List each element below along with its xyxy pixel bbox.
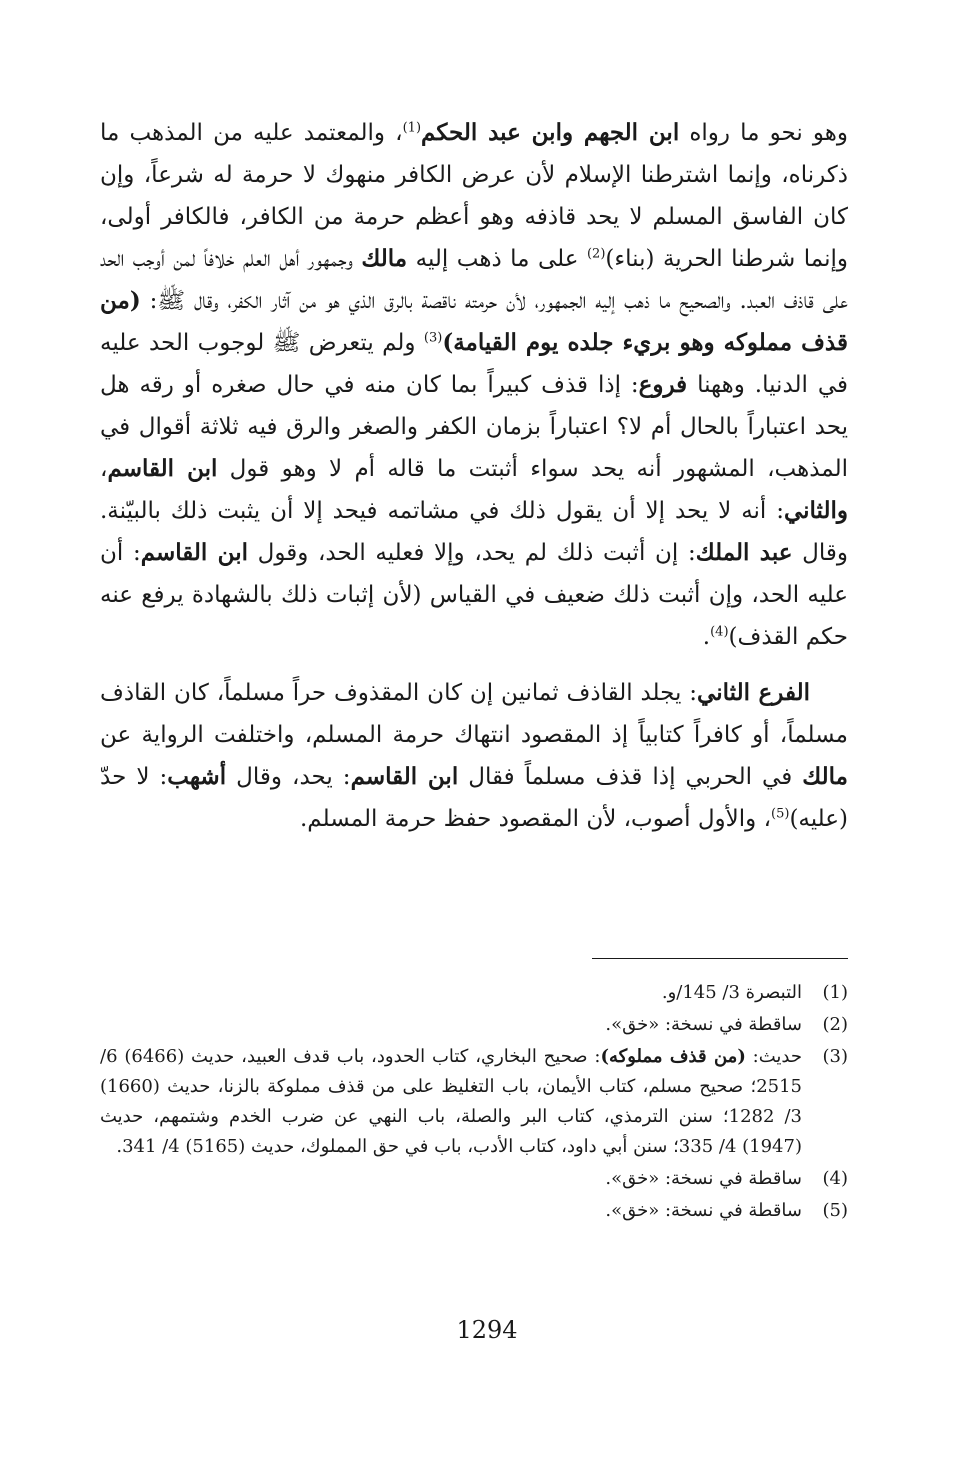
text-run: : يجلد القاذف ثمانين إن كان المقذوف حراً مسلماً، كان القاذف مسلماً، أو كافراً كتابياً إذ المقصود انتهاك حرمة المسلم، واختلفت الرواية عن: [100, 680, 848, 748]
bold-name: ابن الجهم وابن عبد الحكم: [421, 119, 680, 146]
footnote-hadith: (من قذف مملوكه): [600, 1046, 746, 1067]
text-run: : أنه لا يحد إلا أن يقول ذلك في مشاتمه فيحد إلا أن يثبت ذلك بالبيّنة. وقال: [100, 498, 848, 566]
text-run: في الحربي إذا قذف مسلماً فقال: [458, 764, 803, 790]
footnote-ref-1[interactable]: (1): [402, 120, 422, 136]
text-run: : لا حدّ (عليه): [100, 764, 848, 832]
text-run: وهو نحو ما رواه: [679, 120, 848, 146]
text-run: .: [702, 624, 711, 650]
text-run: وجمهور أهل العلم خلافاً لمن أوجب الحد على قاذف العبد. والصحيح ما ذهب إليه الجمهور، لأن حرمته ناقصة بالرق الذي هو من آثار الكفر، وقال ﷺ:: [100, 246, 848, 314]
text-run: ، والأول أصوب، لأن المقصود حفظ حرمة المسلم.: [299, 806, 771, 832]
bold-term: الفرع الثاني: [697, 679, 810, 706]
footnote-5: [100, 1196, 848, 1226]
bold-term: فروع: [638, 371, 688, 398]
paragraph-1: [100, 112, 848, 658]
bold-name: ابن القاسم: [107, 455, 218, 482]
footnote-ref-4[interactable]: (4): [710, 624, 729, 640]
bold-name: ابن القاسم: [140, 539, 248, 566]
footnotes: [100, 978, 848, 1228]
footnote-text: ساقطة في نسخة: «خق».: [605, 1200, 802, 1221]
footnote-text: : صحيح البخاري، كتاب الحدود، باب قدف العبيد، حديث (6466) 6/ 2515؛ صحيح مسلم، كتاب الأيمان، باب التغليظ على من قذف مملوكة بالزنا، حديث (1660) 3/ 1282؛ سنن الترمذي، كتاب البر والصلة، باب النهي عن ضرب الخدم وشتمهم، حديث (1947) 4/ 335؛ سنن أبي داود، كتاب الأدب، باب في حق المملوك، حديث (5165) 4/ 341.: [100, 1046, 802, 1157]
page-number: 1294: [456, 1316, 518, 1344]
footnote-number: (4): [822, 1168, 848, 1189]
footnote-1: [100, 978, 848, 1008]
footnote-divider: [592, 958, 848, 959]
footnote-number: (1): [822, 982, 848, 1003]
text-run: : أن عليه الحد، وإن أثبت ذلك ضعيف في القياس (لأن إثبات ذلك بالشهادة يرفع عنه حكم القذف): [100, 540, 848, 650]
page-content: [100, 112, 848, 1221]
footnote-text: التبصرة 3/ 145/و.: [661, 982, 802, 1003]
footnote-text: ساقطة في نسخة: «خق».: [605, 1014, 802, 1035]
bold-name: أشهب: [167, 763, 227, 790]
footnote-number: (2): [822, 1014, 848, 1035]
bold-name: مالك: [361, 245, 408, 272]
text-run: ولم يتعرض ﷺ لوجوب الحد عليه في الدنيا. وههنا: [100, 330, 848, 398]
text-run: ، والمعتمد عليه من المذهب ما ذكرناه، وإنما اشترطنا الإسلام لأن عرض الكافر منهوك لا حرمة له شرعاً، وإن كان الفاسق المسلم لا يحد قاذفه وهو أعظم حرمة من الكافر، فالكافر أولى، وإنما شرطنا الحرية (بناء): [100, 120, 848, 272]
footnote-text: ساقطة في نسخة: «خق».: [605, 1168, 802, 1189]
body-text: [100, 112, 848, 840]
text-run: : إن أثبت ذلك لم يحد، وإلا فعليه الحد، وقول: [247, 540, 696, 566]
footnote-ref-5[interactable]: (5): [771, 806, 790, 822]
text-run: : إذا قذف كبيراً بما كان منه في حال صغره أو رقه هل يحد اعتباراً بالحال أم لا؟ اعتباراً بزمان الكفر والصغر والرق فيه ثلاثة أقوال في المذهب، المشهور أنه يحد سواء أثبتت ما قاله أم لا وهو قول: [100, 372, 848, 482]
footnote-text: حديث:: [745, 1046, 802, 1067]
bold-name: ابن القاسم: [350, 763, 459, 790]
bold-name: مالك: [802, 763, 848, 790]
footnote-number: (3): [822, 1046, 848, 1067]
paragraph-2: [100, 672, 848, 840]
text-run: على ما ذهب إليه: [407, 246, 587, 272]
footnote-ref-2[interactable]: (2): [586, 246, 606, 262]
footnote-2: [100, 1010, 848, 1040]
text-run: ،: [100, 456, 108, 482]
footnote-ref-3[interactable]: (3): [423, 330, 443, 346]
text-run: : يحد، وقال: [226, 764, 351, 790]
footnote-3: [100, 1042, 848, 1162]
bold-name: عبد الملك: [695, 539, 793, 566]
footnote-4: [100, 1164, 848, 1194]
bold-term: والثاني: [783, 497, 848, 524]
bold-hadith: (من قذف مملوكه وهو بريء جلده يوم القيامة): [100, 287, 848, 356]
footnote-number: (5): [822, 1200, 848, 1221]
